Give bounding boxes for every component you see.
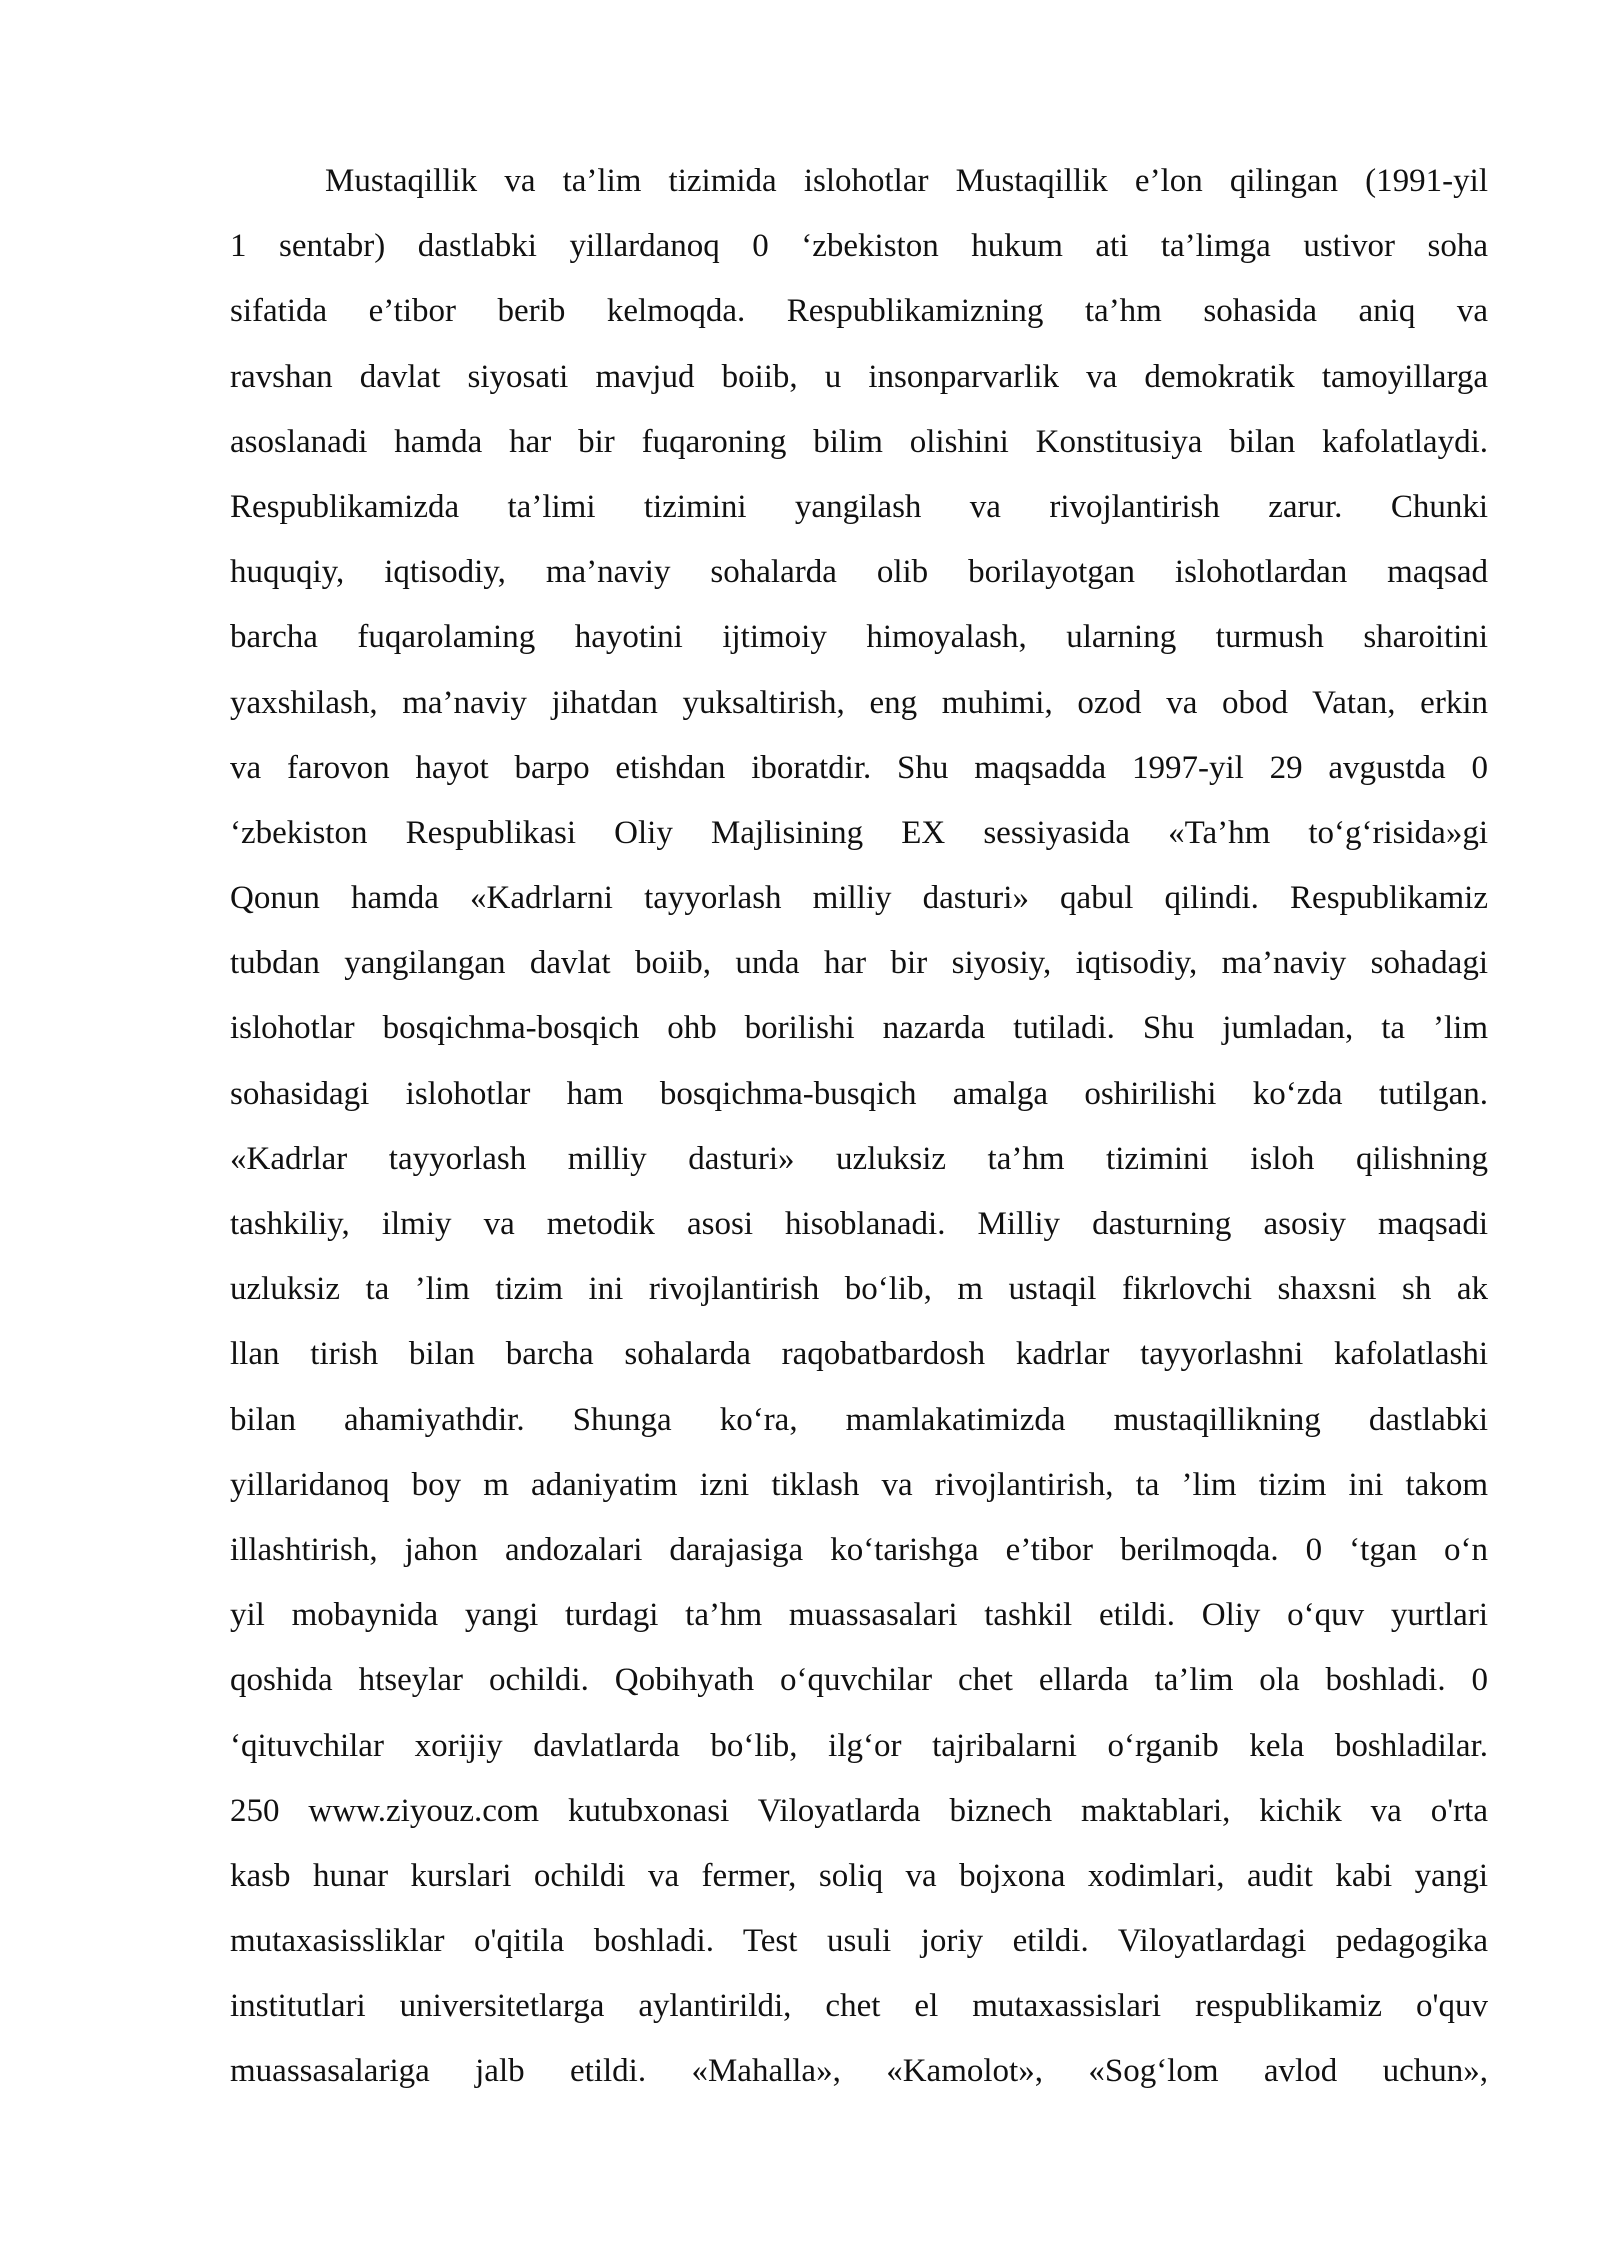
text-line: yil mobaynida yangi turdagi ta’hm muassasalari tashkil etildi. Oliy o‘quv yurtlari (230, 1597, 1488, 1634)
text-line: islohotlar bosqichma-bosqich ohb borilishi nazarda tutiladi. Shu jumladan, ta ’lim (230, 1010, 1488, 1047)
text-line: huquqiy, iqtisodiy, ma’naviy sohalarda olib borilayotgan islohotlardan maqsad (230, 554, 1488, 591)
text-line: tubdan yangilangan davlat boiib, unda har bir siyosiy, iqtisodiy, ma’naviy sohadagi (230, 945, 1488, 982)
text-line: asoslanadi hamda har bir fuqaroning bilim olishini Konstitusiya bilan kafolatlaydi. (230, 423, 1488, 460)
text-line: Qonun hamda «Kadrlarni tayyorlash milliy dasturi» qabul qilindi. Respublikamiz (230, 880, 1488, 917)
text-line: institutlari universitetlarga aylantirildi, chet el mutaxassislari respublikamiz o'quv (230, 1988, 1488, 2025)
text-line: Mustaqillik va ta’lim tizimida islohotlar Mustaqillik e’lon qilingan (1991-yil (325, 163, 1488, 199)
text-line: tashkiliy, ilmiy va metodik asosi hisoblanadi. Milliy dasturning asosiy maqsadi (230, 1206, 1488, 1242)
text-line: ‘zbekiston Respublikasi Oliy Majlisining EX sessiyasida «Ta’hm to‘g‘risida»gi (230, 814, 1488, 851)
text-line: kasb hunar kurslari ochildi va fermer, soliq va bojxona xodimlari, audit kabi yangi (230, 1857, 1488, 1894)
text-line: va farovon hayot barpo etishdan iboratdir. Shu maqsadda 1997-yil 29 avgustda 0 (230, 749, 1488, 786)
text-line: mutaxasissliklar o'qitila boshladi. Test usuli joriy etildi. Viloyatlardagi pedagogika (230, 1923, 1488, 1960)
text-line: illashtirish, jahon andozalari darajasiga ko‘tarishga e’tibor berilmoqda. 0 ‘tgan o‘n (230, 1531, 1488, 1568)
text-line: sifatida e’tibor berib kelmoqda. Respublikamizning ta’hm sohasida aniq va (230, 293, 1488, 330)
body-paragraph (230, 149, 1488, 2105)
text-line: uzluksiz ta ’lim tizim ini rivojlantirish bo‘lib, m ustaqil fikrlovchi shaxsni sh ak (230, 1271, 1488, 1308)
text-line: llan tirish bilan barcha sohalarda raqobatbardosh kadrlar tayyorlashni kafolatlashi (230, 1336, 1488, 1373)
text-line: muassasalariga jalb etildi. «Mahalla», «Kamolot», «Sog‘lom avlod uchun», (230, 2053, 1488, 2090)
text-line: sohasidagi islohotlar ham bosqichma-busqich amalga oshirilishi ko‘zda tutilgan. (230, 1075, 1488, 1112)
text-line: qoshida htseylar ochildi. Qobihyath o‘quvchilar chet ellarda ta’lim ola boshladi. 0 (230, 1662, 1488, 1699)
text-line: yaxshilash, ma’naviy jihatdan yuksaltirish, eng muhimi, ozod va obod Vatan, erkin (230, 684, 1488, 721)
text-line: bilan ahamiyathdir. Shunga ko‘ra, mamlakatimizda mustaqillikning dastlabki (230, 1401, 1488, 1438)
text-line: yillaridanoq boy m adaniyatim izni tiklash va rivojlantirish, ta ’lim tizim ini takom (230, 1466, 1488, 1503)
text-line: «Kadrlar tayyorlash milliy dasturi» uzluksiz ta’hm tizimini isloh qilishning (230, 1140, 1488, 1177)
text-line: 250 www.ziyouz.com kutubxonasi Viloyatlarda biznech maktablari, kichik va o'rta (230, 1792, 1488, 1829)
text-line: 1 sentabr) dastlabki yillardanoq 0 ‘zbekiston hukum ati ta’limga ustivor soha (230, 228, 1488, 265)
text-line: ‘qituvchilar xorijiy davlatlarda bo‘lib, ilg‘or tajribalarni o‘rganib kela boshladilar. (230, 1727, 1488, 1764)
text-line: barcha fuqarolaming hayotini ijtimoiy himoyalash, ularning turmush sharoitini (230, 619, 1488, 656)
text-line: Respublikamizda ta’limi tizimini yangilash va rivojlantirish zarur. Chunki (230, 488, 1488, 525)
text-line: ravshan davlat siyosati mavjud boiib, u insonparvarlik va demokratik tamoyillarga (230, 358, 1488, 395)
